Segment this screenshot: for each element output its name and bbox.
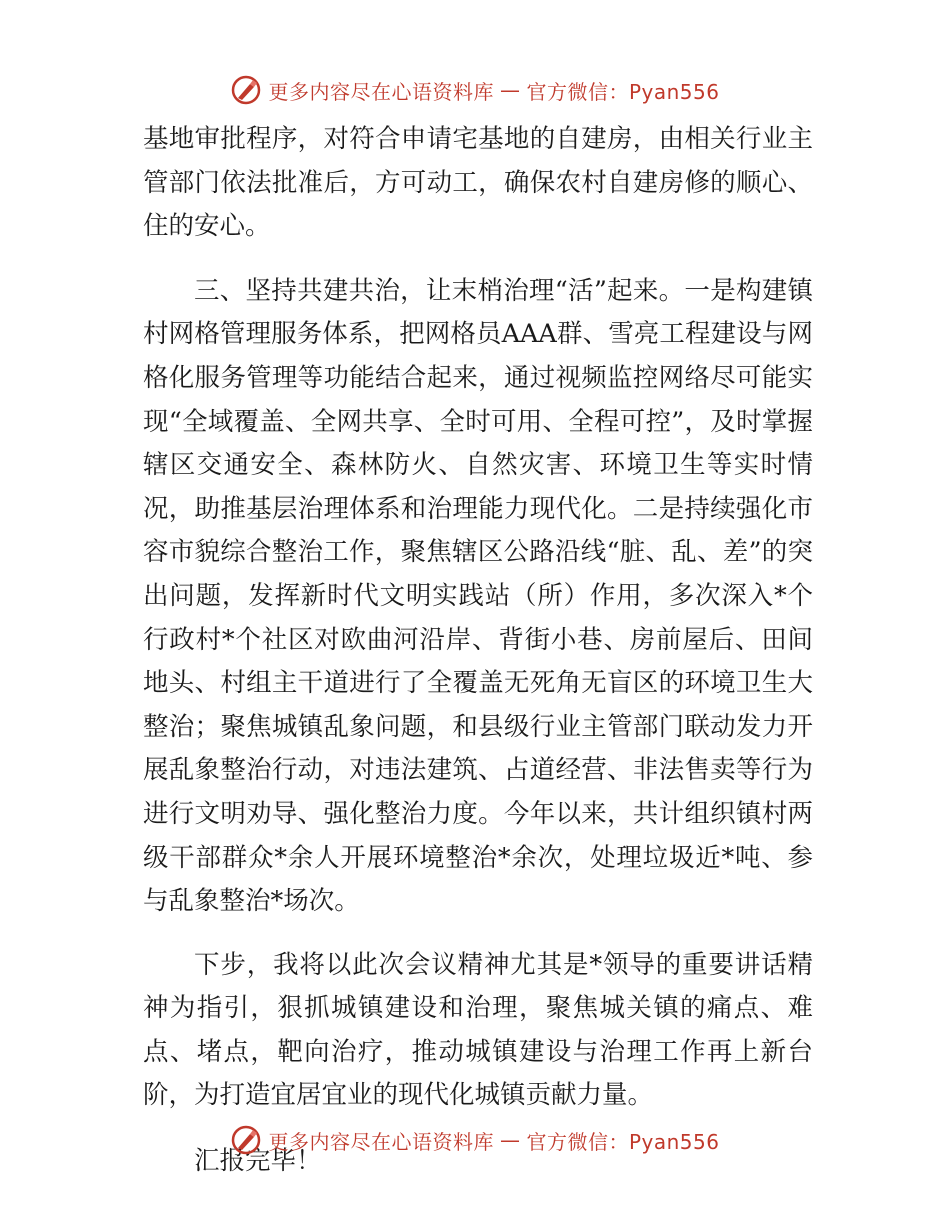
watermark-separator: —: [499, 78, 521, 102]
watermark-contact: 官方微信：Pyan556: [526, 79, 720, 104]
watermark-footer: [0, 1120, 950, 1160]
watermark-separator: —: [499, 1128, 521, 1152]
document-body: [143, 118, 813, 1184]
paragraph-section-three: 三、坚持共建共治，让末梢治理“活”起来。一是构建镇村网格管理服务体系，把网格员AAA群、雪亮工程建设与网格化服务管理等功能结合起来，通过视频监控网络尽可能实现“全域覆盖、全网共享、全时可用、全程可控”，及时掌握辖区交通安全、森林防火、自然灾害、环境卫生等实时情况，助推基层治理体系和治理能力现代化。二是持续强化市容市貌综合整治工作，聚焦辖区公路沿线“脏、乱、差”的突出问题，发挥新时代文明实践站（所）作用，多次深入*个行政村*个社区对欧曲河沿岸、背街小巷、房前屋后、田间地头、村组主干道进行了全覆盖无死角无盲区的环境卫生大整治；聚焦城镇乱象问题，和县级行业主管部门联动发力开展乱象整治行动，对违法建筑、占道经营、非法售卖等行为进行文明劝导、强化整治力度。今年以来，共计组织镇村两级干部群众*余人开展环境整治*余次，处理垃圾近*吨、参与乱象整治*场次。: [143, 275, 813, 917]
paragraph-next-steps: 下步，我将以此次会议精神尤其是*领导的重要讲话精神为指引，狠抓城镇建设和治理，聚焦城关镇的痛点、难点、堵点，靶向治疗，推动城镇建设与治理工作再上新台阶，为打造宜居宜业的现代化城镇贡献力量。: [143, 949, 813, 1111]
watermark-contact: 官方微信：Pyan556: [526, 1129, 720, 1154]
watermark-header: [0, 70, 950, 110]
paragraph-closing: 汇报完毕！: [194, 1146, 322, 1177]
pen-logo-icon: [230, 1124, 262, 1156]
watermark-text: 更多内容尽在心语资料库: [268, 79, 494, 104]
pen-logo-icon: [230, 74, 262, 106]
paragraph-continuation: 基地审批程序，对符合申请宅基地的自建房，由相关行业主管部门依法批准后，方可动工，确保农村自建房修的顺心、住的安心。: [143, 124, 813, 242]
watermark-text: 更多内容尽在心语资料库: [268, 1129, 494, 1154]
